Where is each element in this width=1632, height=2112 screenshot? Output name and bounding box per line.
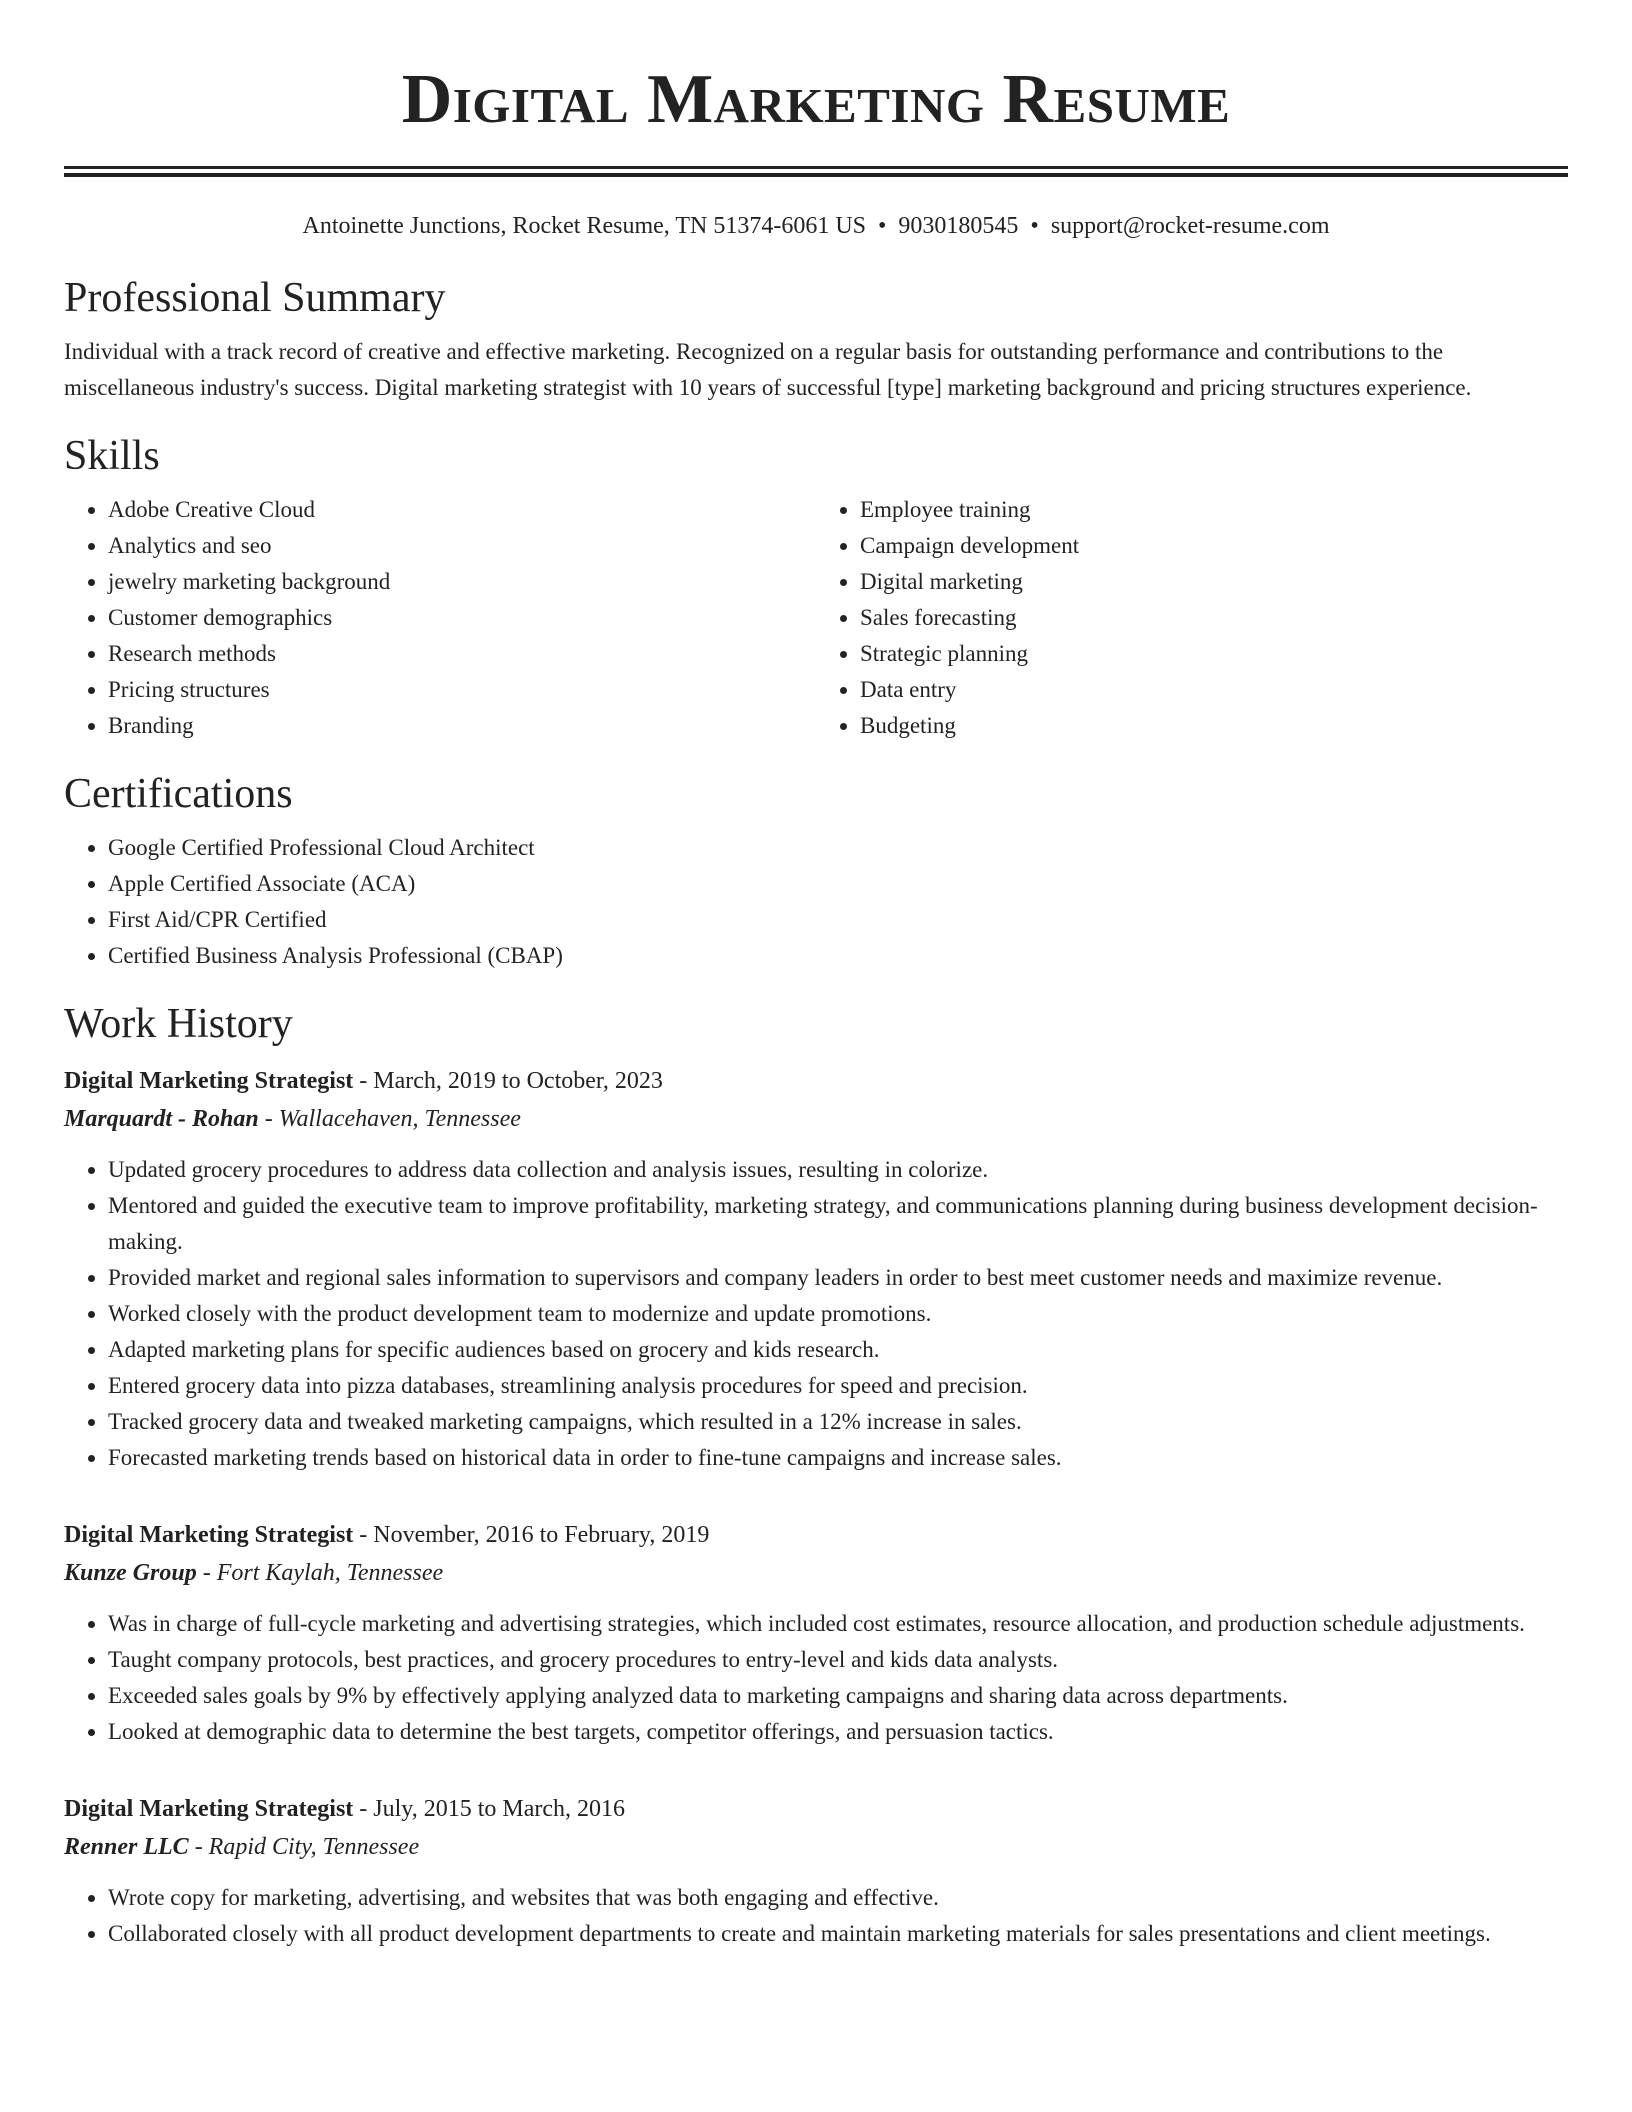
job-company: Kunze Group (64, 1560, 197, 1586)
list-item: • Taught company protocols, best practices, and grocery procedures to entry-level and kids data analysts. (108, 1642, 1568, 1678)
job-role: Digital Marketing Strategist (64, 1068, 354, 1094)
job-company-line (64, 1100, 1568, 1138)
job-title-line (64, 1516, 1568, 1554)
list-item: • Looked at demographic data to determine the best targets, competitor offerings, and persuasion tactics. (108, 1714, 1568, 1750)
certifications-heading: Certifications (64, 771, 293, 817)
contact-line (64, 210, 1568, 242)
job-dates: - July, 2015 to March, 2016 (353, 1796, 626, 1822)
list-item: • Exceeded sales goals by 9% by effectively applying analyzed data to marketing campaigns and sharing data across departments. (108, 1678, 1568, 1714)
job-bullets (64, 1152, 1568, 1476)
list-item: • Collaborated closely with all product development departments to create and maintain marketing materials for sales presentations and client meetings. (108, 1916, 1568, 1952)
list-item: • Provided market and regional sales information to supervisors and company leaders in order to best meet customer needs and maximize revenue. (108, 1260, 1568, 1296)
list-item: • Pricing structures (108, 672, 816, 708)
job-title-line (64, 1062, 1568, 1100)
list-item: • Campaign development (860, 528, 1568, 564)
job-role: Digital Marketing Strategist (64, 1796, 354, 1822)
summary-heading: Professional Summary (64, 275, 446, 321)
job-bullets (64, 1606, 1568, 1750)
contact-separator: • (878, 213, 887, 239)
skills-left-list (64, 492, 816, 744)
list-item: • Adapted marketing plans for specific audiences based on grocery and kids research. (108, 1332, 1568, 1368)
skills-columns (64, 492, 1568, 744)
list-item: • Digital marketing (860, 564, 1568, 600)
job-role: Digital Marketing Strategist (64, 1522, 354, 1548)
job-dates: - November, 2016 to February, 2019 (353, 1522, 710, 1548)
job-dates: - March, 2019 to October, 2023 (353, 1068, 663, 1094)
job-company: Renner LLC (64, 1834, 189, 1860)
job-bullets (64, 1880, 1568, 1952)
list-item: • Google Certified Professional Cloud Architect (108, 830, 1568, 866)
contact-separator: • (1030, 213, 1039, 239)
list-item: • Updated grocery procedures to address data collection and analysis issues, resulting in colorize. (108, 1152, 1568, 1188)
list-item: • Employee training (860, 492, 1568, 528)
list-item: • Apple Certified Associate (ACA) (108, 866, 1568, 902)
skills-right-list (816, 492, 1568, 744)
summary-text: Individual with a track record of creative and effective marketing. Recognized on a regular basis for outstanding performance and contributions to the miscellaneous industry's success. Digital marketing strategist with 10 years of successful [type] marketing background and pricing structures experience. (64, 339, 1472, 400)
job-entry (64, 1062, 1568, 1476)
title-double-rule (64, 166, 1568, 177)
job-location: - Wallacehaven, Tennessee (258, 1106, 521, 1132)
skills-heading: Skills (64, 433, 160, 479)
job-company-line (64, 1554, 1568, 1592)
list-item: • Branding (108, 708, 816, 744)
certifications-list (64, 830, 1568, 974)
list-item: • Was in charge of full-cycle marketing and advertising strategies, which included cost estimates, resource allocation, and production schedule adjustments. (108, 1606, 1568, 1642)
job-entry (64, 1790, 1568, 1952)
list-item: • Entered grocery data into pizza databases, streamlining analysis procedures for speed and precision. (108, 1368, 1568, 1404)
list-item: • Customer demographics (108, 600, 816, 636)
job-entry (64, 1516, 1568, 1750)
list-item: • Tracked grocery data and tweaked marketing campaigns, which resulted in a 12% increase in sales. (108, 1404, 1568, 1440)
list-item: • Analytics and seo (108, 528, 816, 564)
list-item: • First Aid/CPR Certified (108, 902, 1568, 938)
list-item: • Adobe Creative Cloud (108, 492, 816, 528)
list-item: • Research methods (108, 636, 816, 672)
list-item: • Worked closely with the product development team to modernize and update promotions. (108, 1296, 1568, 1332)
contact-email: support@rocket-resume.com (1050, 213, 1330, 239)
list-item: • Forecasted marketing trends based on historical data in order to fine-tune campaigns and increase sales. (108, 1440, 1568, 1476)
list-item: • Mentored and guided the executive team to improve profitability, marketing strategy, and communications planning during business development decision-making. (108, 1188, 1568, 1260)
list-item: • Sales forecasting (860, 600, 1568, 636)
job-company-line (64, 1828, 1568, 1866)
job-title-line (64, 1790, 1568, 1828)
contact-phone: 9030180545 (898, 213, 1019, 239)
job-company: Marquardt - Rohan (64, 1106, 259, 1132)
list-item: • Data entry (860, 672, 1568, 708)
list-item: • Wrote copy for marketing, advertising, and websites that was both engaging and effective. (108, 1880, 1568, 1916)
list-item: • jewelry marketing background (108, 564, 816, 600)
resume-title: Digital Marketing Resume (401, 61, 1231, 138)
job-location: - Fort Kaylah, Tennessee (196, 1560, 444, 1586)
job-location: - Rapid City, Tennessee (188, 1834, 420, 1860)
contact-address: Antoinette Junctions, Rocket Resume, TN 51374-6061 US (302, 213, 866, 239)
list-item: • Budgeting (860, 708, 1568, 744)
work-history-heading: Work History (64, 1001, 293, 1047)
list-item: • Certified Business Analysis Professional (CBAP) (108, 938, 1568, 974)
list-item: • Strategic planning (860, 636, 1568, 672)
